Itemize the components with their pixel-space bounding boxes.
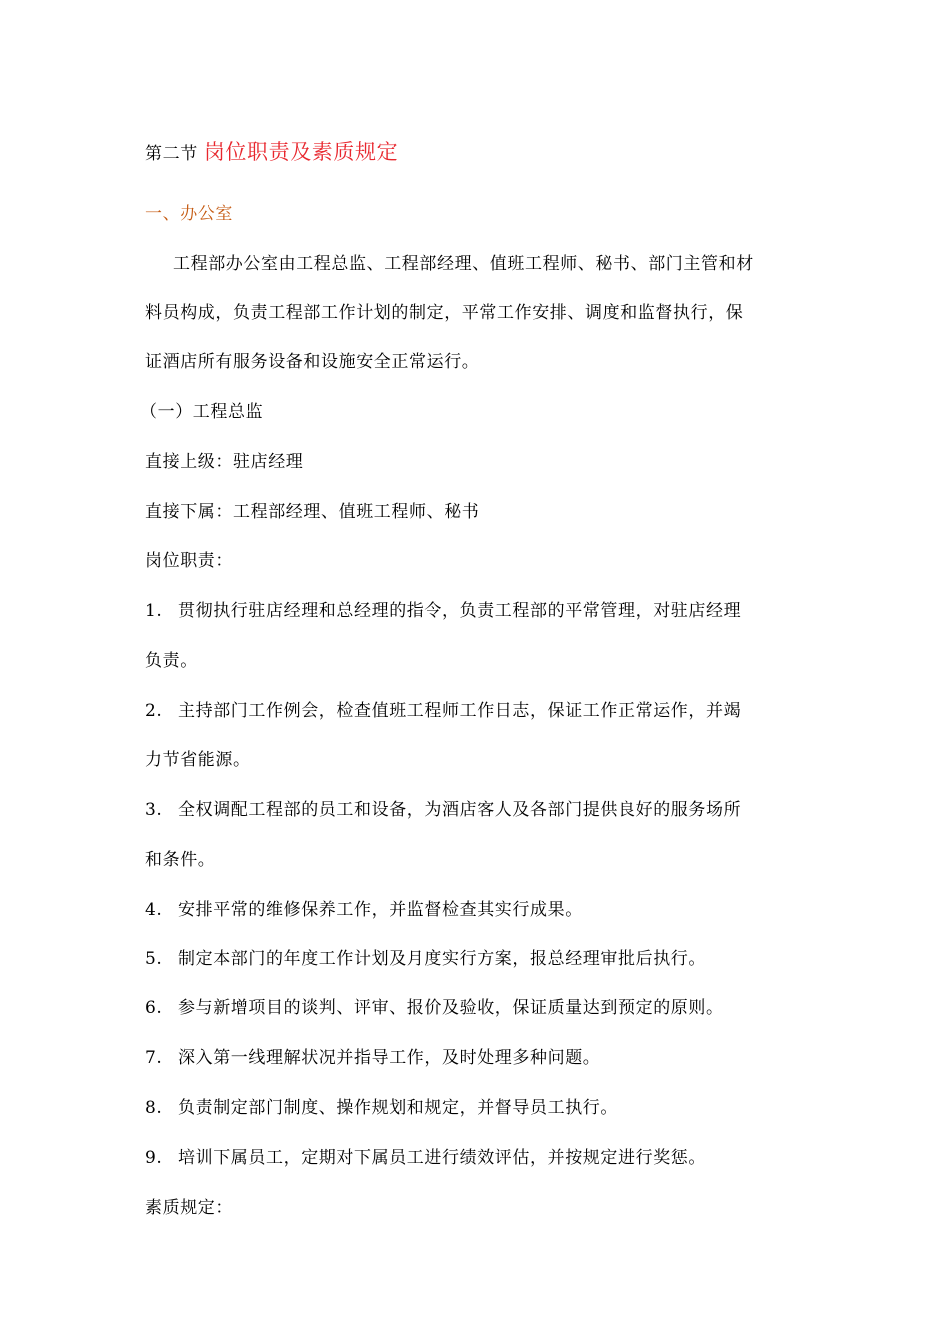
duty-text: 全权调配工程部的员工和设备，为酒店客人及各部门提供良好的服务场所 bbox=[178, 800, 742, 820]
duty-text: 安排平常的维修保养工作，并监督检查其实行成果。 bbox=[178, 900, 583, 920]
duty-item bbox=[145, 699, 741, 723]
heading-title: 岗位职责及素质规定 bbox=[203, 140, 399, 164]
section-title: 一、办公室 bbox=[145, 204, 233, 224]
duty-number: 5. bbox=[145, 949, 163, 969]
duty-number: 4. bbox=[145, 900, 163, 920]
duty-item bbox=[145, 947, 706, 971]
duty-number: 3. bbox=[145, 800, 163, 820]
duty-number: 1. bbox=[145, 601, 163, 621]
duty-text: 制定本部门的年度工作计划及月度实行方案，报总经理审批后执行。 bbox=[178, 949, 706, 969]
duty-text: 主持部门工作例会，检查值班工程师工作日志，保证工作正常运作，并竭 bbox=[178, 701, 742, 721]
duty-item bbox=[145, 1096, 618, 1120]
direct-superior: 直接上级：驻店经理 bbox=[145, 452, 304, 472]
duty-text: 参与新增项目的谈判、评审、报价及验收，保证质量达到预定的原则。 bbox=[178, 998, 724, 1018]
duty-number: 6. bbox=[145, 998, 163, 1018]
duty-item bbox=[145, 1046, 600, 1070]
duty-continuation: 和条件。 bbox=[145, 850, 216, 870]
duty-item bbox=[145, 599, 741, 623]
duty-number: 2. bbox=[145, 701, 163, 721]
direct-subordinates: 直接下属：工程部经理、值班工程师、秘书 bbox=[145, 502, 480, 522]
intro-line-3: 证酒店所有服务设备和设施安全正常运行。 bbox=[145, 352, 480, 372]
duty-item bbox=[145, 798, 741, 822]
duty-number: 9. bbox=[145, 1148, 163, 1168]
duties-label: 岗位职责： bbox=[145, 551, 233, 571]
duty-continuation: 负责。 bbox=[145, 651, 198, 671]
duty-text: 深入第一线理解状况并指导工作，及时处理多种问题。 bbox=[178, 1048, 601, 1068]
intro-line-1: 工程部办公室由工程总监、工程部经理、值班工程师、秘书、部门主管和材 bbox=[173, 254, 754, 274]
duty-number: 7. bbox=[145, 1048, 163, 1068]
quality-label: 素质规定： bbox=[145, 1198, 233, 1218]
duty-item bbox=[145, 898, 583, 922]
duty-item bbox=[145, 996, 724, 1020]
duty-text: 培训下属员工，定期对下属员工进行绩效评估，并按规定进行奖惩。 bbox=[178, 1148, 706, 1168]
duty-text: 负责制定部门制度、操作规划和规定，并督导员工执行。 bbox=[178, 1098, 618, 1118]
heading-prefix: 第二节 bbox=[145, 144, 198, 164]
section-heading bbox=[145, 140, 398, 166]
intro-line-2: 料员构成，负责工程部工作计划的制定，平常工作安排、调度和监督执行，保 bbox=[145, 303, 744, 323]
duty-text: 贯彻执行驻店经理和总经理的指令，负责工程部的平常管理，对驻店经理 bbox=[178, 601, 742, 621]
duty-item bbox=[145, 1146, 706, 1170]
subsection-title: （一）工程总监 bbox=[140, 402, 264, 422]
duty-continuation: 力节省能源。 bbox=[145, 750, 251, 770]
duty-number: 8. bbox=[145, 1098, 163, 1118]
